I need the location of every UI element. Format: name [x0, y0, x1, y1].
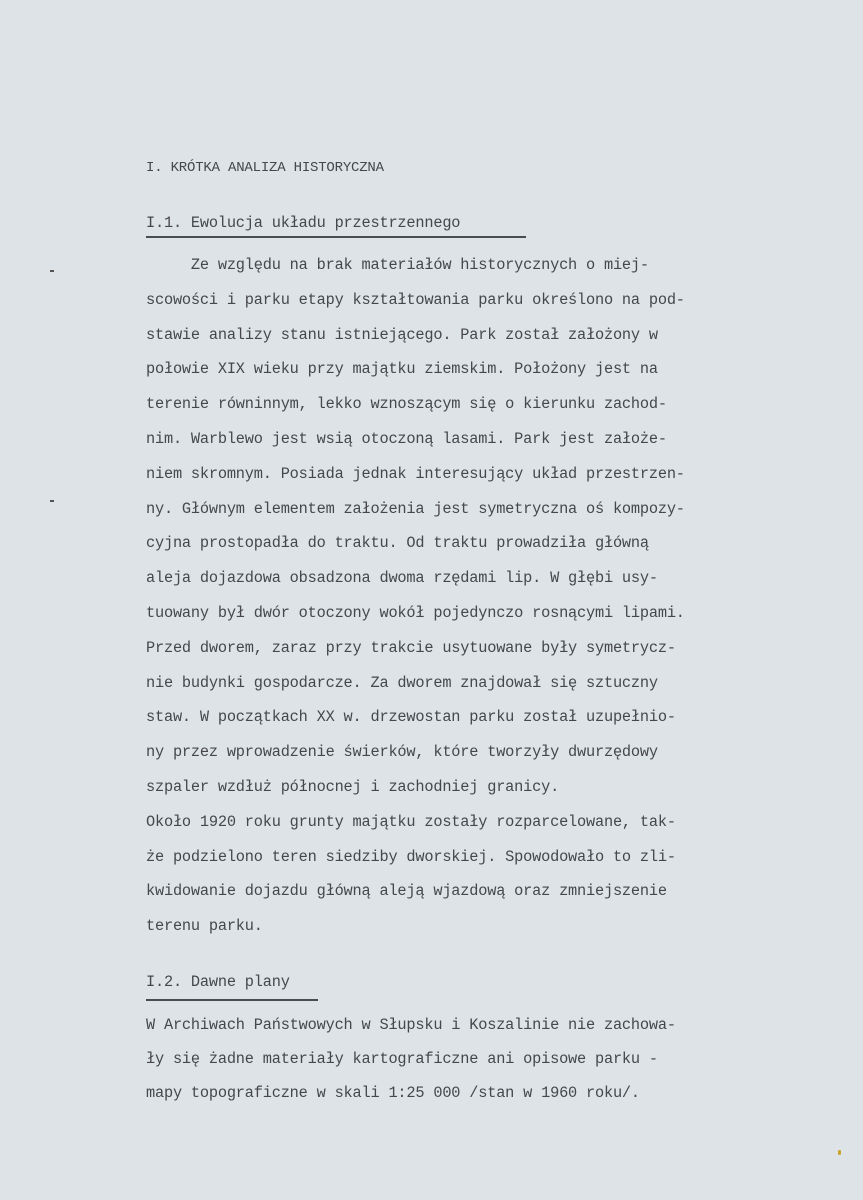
text-line: staw. W początkach XX w. drzewostan parku został uzupełnio- — [146, 708, 676, 727]
text-line: Ze względu na brak materiałów historycznych o miej- — [146, 256, 649, 274]
text-line: niem skromnym. Posiada jednak interesujący układ przestrzen- — [146, 464, 685, 483]
text-line: kwidowanie dojazdu główną aleją wjazdową oraz zmniejszenie — [146, 882, 667, 901]
text-line: nie budynki gospodarcze. Za dworem znajdował się sztuczny — [146, 673, 658, 692]
text-line: scowości i parku etapy kształtowania parku określono na pod- — [146, 290, 685, 309]
text-line: tuowany był dwór otoczony wokół pojedynczo rosnącymi lipami. — [146, 604, 685, 622]
text-line: terenie równinnym, lekko wznoszącym się o kierunku zachod- — [146, 395, 667, 414]
text-line: mapy topograficzne w skali 1:25 000 /stan w 1960 roku/. — [146, 1084, 640, 1102]
subsection-1-title: I.1. Ewolucja układu przestrzennego — [146, 214, 461, 232]
text-line: że podzielono teren siedziby dworskiej. Spowodowało to zli- — [146, 847, 676, 866]
subsection-1-underline — [146, 236, 526, 238]
subsection-2-title: I.2. Dawne plany — [146, 973, 290, 991]
text-line: nim. Warblewo jest wsią otoczoną lasami. Park jest założe- — [146, 430, 667, 448]
text-line: W Archiwach Państwowych w Słupsku i Koszalinie nie zachowa- — [146, 1016, 676, 1034]
section-heading: I. KRÓTKA ANALIZA HISTORYCZNA — [146, 160, 384, 176]
text-line: połowie XIX wieku przy majątku ziemskim. Położony jest na — [146, 360, 658, 379]
text-line: szpaler wzdłuż północnej i zachodniej granicy. — [146, 778, 560, 796]
margin-mark — [50, 270, 54, 272]
text-line: ny. Głównym elementem założenia jest symetryczna oś kompozy- — [146, 499, 685, 518]
text-line: Przed dworem, zaraz przy trakcie usytuowane były symetrycz- — [146, 638, 676, 657]
text-line: ły się żadne materiały kartograficzne ani opisowe parku - — [146, 1050, 658, 1068]
paper-speck — [838, 1150, 841, 1155]
subsection-2-underline — [146, 999, 318, 1001]
text-line: cyjna prostopadła do traktu. Od traktu prowadziła główną — [146, 534, 649, 553]
text-line: Około 1920 roku grunty majątku zostały rozparcelowane, tak- — [146, 812, 676, 831]
margin-mark — [50, 500, 54, 502]
text-line: terenu parku. — [146, 917, 263, 936]
text-line: stawie analizy stanu istniejącego. Park został założony w — [146, 325, 658, 344]
text-line: aleja dojazdowa obsadzona dwoma rzędami lip. W głębi usy- — [146, 569, 658, 588]
text-line: ny przez wprowadzenie świerków, które tworzyły dwurzędowy — [146, 743, 658, 762]
